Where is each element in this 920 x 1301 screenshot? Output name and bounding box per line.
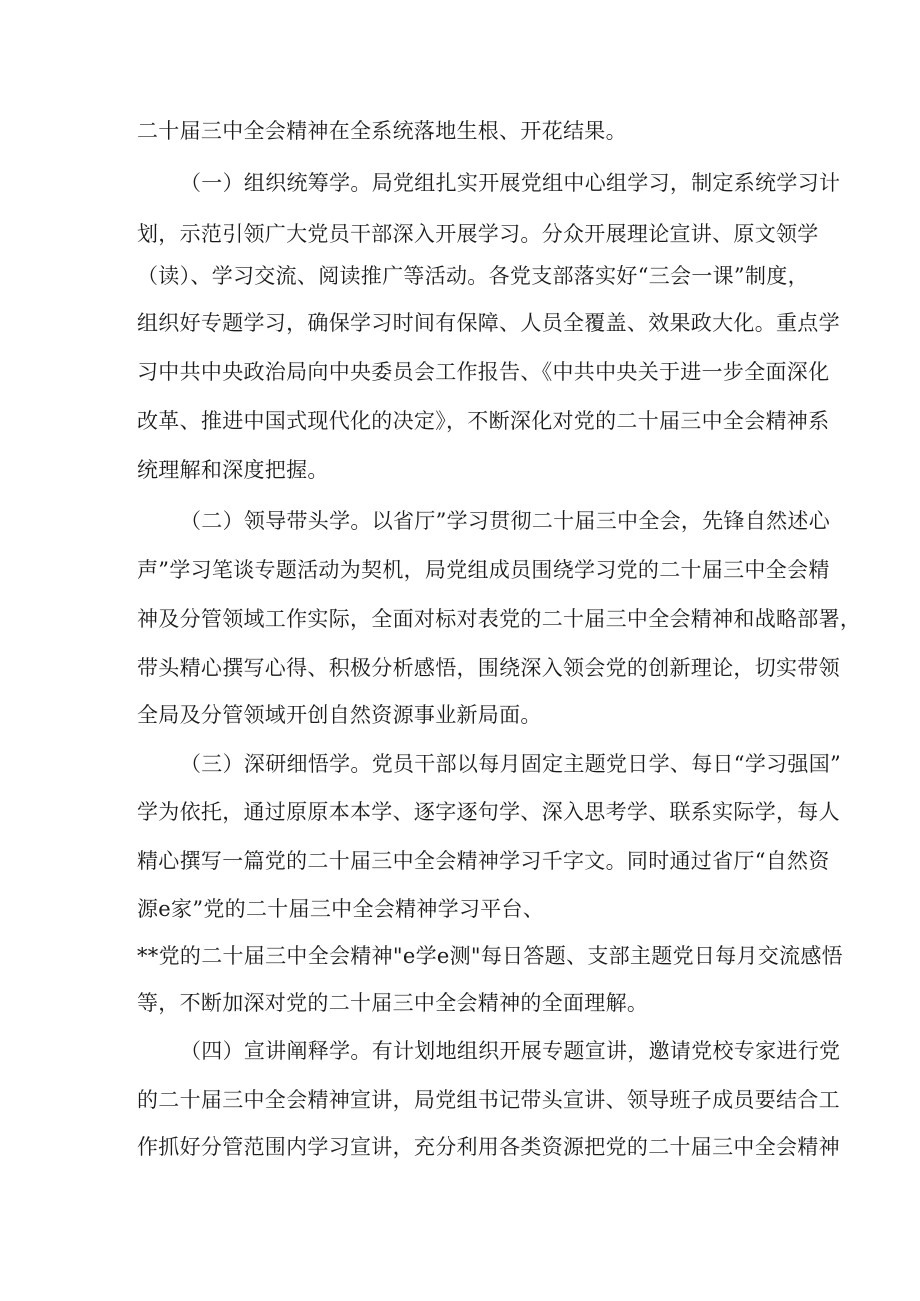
paragraph-line: 精心撰写一篇党的二十届三中全会精神学习千字文。同时通过省厅“自然资 (137, 849, 830, 873)
paragraph-line: 二十届三中全会精神在全系统落地生根、开花结果。 (137, 119, 627, 143)
paragraph-line: 神及分管领域工作实际，全面对标对表党的二十届三中全会精神和战略部署， (137, 607, 862, 631)
paragraph-line: 习中共中央政治局向中央委员会工作报告、《中共中央关于进一步全面深化 (137, 360, 830, 384)
paragraph-line: （三）深研细悟学。党员干部以每月固定主题党日学、每日“学习强国” (180, 752, 842, 776)
paragraph-line: （四）宣讲阐释学。有计划地组织开展专题宣讲，邀请党校专家进行党 (180, 1039, 841, 1063)
paragraph-line: 统理解和深度把握。 (137, 458, 329, 482)
paragraph-line: 源e家”党的二十届三中全会精神学习平台、 (137, 897, 545, 921)
paragraph-line: 组织好专题学习，确保学习时间有保障、人员全覆盖、效果政大化。重点学 (137, 311, 840, 335)
paragraph-line: 改革、推进中国式现代化的决定》，不断深化对党的二十届三中全会精神系 (137, 409, 830, 433)
paragraph-line: 等，不断加深对党的二十届三中全会精神的全面理解。 (137, 991, 649, 1015)
paragraph-line: **党的二十届三中全会精神"e学e测"每日答题、支部主题党日每月交流感悟 (137, 944, 843, 968)
paragraph-line: 全局及分管领域开创自然资源事业新局面。 (137, 703, 542, 727)
paragraph-line: 的二十届三中全会精神宣讲，局党组书记带头宣讲、领导班子成员要结合工 (137, 1088, 840, 1112)
paragraph-line: 声”学习笔谈专题活动为契机，局党组成员围绕学习党的二十届三中全会精 (137, 558, 830, 582)
paragraph-line: 作抓好分管范围内学习宣讲，充分利用各类资源把党的二十届三中全会精神 (137, 1135, 840, 1159)
paragraph-line: 学为依托，通过原原本本学、逐字逐句学、深入思考学、联系实际学，每人 (137, 800, 840, 824)
paragraph-line: （二）领导带头学。以省厅”学习贯彻二十届三中全会，先锋自然述心 (180, 509, 831, 533)
paragraph-line: （读）、学习交流、阅读推广等活动。各党支部落实好“三会一课”制度， (137, 264, 809, 288)
paragraph-line: 带头精心撰写心得、积极分析感悟，围绕深入领会党的创新理论，切实带领 (137, 656, 840, 680)
paragraph-line: 划，示范引领广大党员干部深入开展学习。分众开展理论宣讲、原文领学 (137, 222, 819, 246)
paragraph-line: （一）组织统筹学。局党组扎实开展党组中心组学习，制定系统学习计 (180, 171, 841, 195)
